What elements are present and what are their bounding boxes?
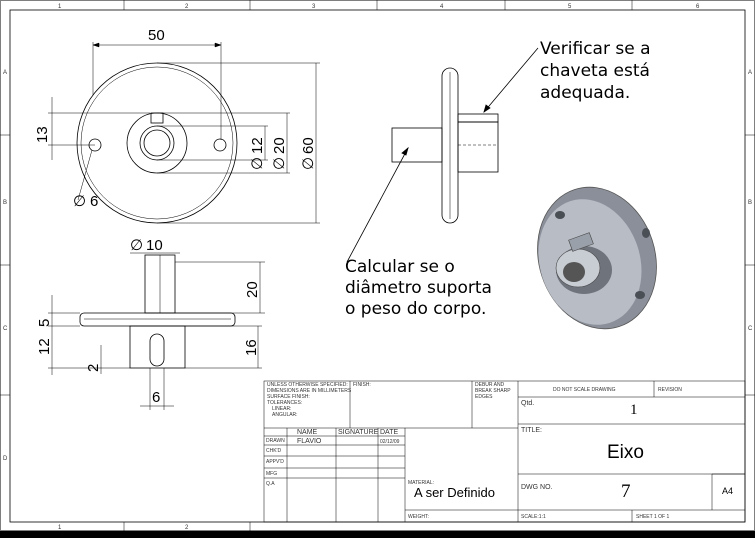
front-dims	[48, 42, 320, 223]
dim-2: 2	[85, 363, 102, 372]
dim-d20: 20	[271, 137, 288, 154]
sheet-label: SHEET 1 OF 1	[636, 514, 670, 520]
section-view	[80, 255, 235, 368]
zone-top-4: 4	[440, 4, 444, 10]
date-header: DATE	[380, 429, 399, 436]
dim-d12: 12	[249, 137, 266, 154]
qtd-value: 1	[630, 402, 638, 418]
title-label: TITLE:	[521, 427, 543, 434]
signature-header: SIGNATURE	[338, 429, 379, 436]
scale-label: SCALE:1:1	[521, 514, 546, 520]
dim-d20-symbol: ∅	[271, 156, 288, 170]
iso-view	[520, 172, 675, 345]
dim-dia-6-symbol: ∅	[73, 193, 87, 210]
dim-d12-symbol: ∅	[249, 156, 266, 170]
spec-line-4: TOLERANCES:	[267, 400, 303, 406]
dim-16: 16	[243, 339, 260, 356]
drawn-date: 02/12/09	[380, 439, 400, 445]
weight-label: WEIGHT:	[408, 514, 429, 520]
row-mfg: MFG	[266, 471, 278, 477]
row-appvd: APPV'D	[266, 459, 284, 465]
spec-line-1: UNLESS OTHERWISE SPECIFIED:	[267, 382, 348, 388]
zone-left-c: C	[3, 326, 8, 332]
dim-10: 10	[146, 237, 163, 254]
dim-13: 13	[34, 126, 51, 143]
deburr-line-1: DEBUR AND	[475, 382, 505, 388]
dwg-label: DWG NO.	[521, 484, 553, 491]
dim-d20-group	[271, 137, 288, 170]
dim-6-slot: 6	[152, 389, 161, 406]
deburr-line-2: BREAK SHARP	[475, 388, 511, 394]
spec-line-5: LINEAR:	[272, 406, 292, 412]
note1-line1: Verificar se a	[540, 39, 651, 59]
zone-top-2: 2	[185, 4, 189, 10]
note2-line3: o peso do corpo.	[345, 299, 487, 319]
dim-d60-group	[300, 137, 317, 170]
note1-line3: adequada.	[540, 83, 631, 103]
dwg-value: 7	[621, 481, 631, 502]
spec-line-2: DIMENSIONS ARE IN MILLIMETERS	[267, 388, 352, 394]
sheet-size: A4	[722, 486, 734, 496]
material-value: A ser Definido	[414, 485, 495, 500]
zone-left-a: A	[3, 70, 8, 76]
zone-bottom-1: 1	[58, 525, 62, 531]
dim-6-hole: 6	[90, 193, 99, 210]
note2-line2: diâmetro suporta	[345, 278, 492, 298]
title-block-grid	[264, 381, 745, 522]
zone-top-5: 5	[568, 4, 572, 10]
dim-d60-symbol: ∅	[300, 156, 317, 170]
bottom-bar	[0, 531, 755, 538]
title-value: Eixo	[607, 442, 644, 463]
note-leaders	[347, 48, 538, 262]
qtd-label: Qtd.	[521, 400, 535, 407]
zone-top-3: 3	[312, 4, 316, 10]
name-header: NAME	[297, 429, 318, 436]
zone-right-a: A	[748, 70, 753, 76]
finish-label: FINISH:	[353, 382, 371, 388]
zone-right-c: C	[748, 326, 753, 332]
note2-line1: Calcular se o	[345, 257, 455, 277]
dim-5: 5	[36, 318, 53, 327]
zone-right-b: B	[748, 200, 753, 206]
zone-top-1: 1	[58, 4, 62, 10]
front-view	[77, 63, 237, 223]
dim-50: 50	[148, 27, 165, 44]
zone-top-6: 6	[696, 4, 700, 10]
do-not-scale: DO NOT SCALE DRAWING	[553, 387, 616, 393]
spec-line-6: ANGULAR:	[272, 412, 298, 418]
dim-12-hub: 12	[36, 338, 53, 355]
zone-left-d: D	[3, 456, 8, 462]
dim-dia-10-symbol: ∅	[130, 237, 144, 254]
zone-left-b: B	[3, 200, 8, 206]
deburr-line-3: EDGES	[475, 394, 493, 400]
dim-d12-group	[249, 137, 266, 170]
drawn-name: FLAVIO	[297, 438, 322, 445]
row-drawn: DRAWN	[266, 438, 285, 444]
zone-bottom-2: 2	[185, 525, 189, 531]
row-chkd: CHK'D	[266, 448, 282, 454]
side-view	[392, 68, 498, 223]
revision-label: REVISION	[658, 387, 682, 393]
material-label: MATERIAL:	[408, 480, 435, 486]
dim-d60: 60	[300, 137, 317, 154]
dim-20-shaft: 20	[244, 281, 261, 298]
row-qa: Q.A	[266, 481, 275, 487]
spec-line-3: SURFACE FINISH:	[267, 394, 310, 400]
note1-line2: chaveta está	[540, 61, 650, 81]
section-dims	[48, 253, 265, 410]
